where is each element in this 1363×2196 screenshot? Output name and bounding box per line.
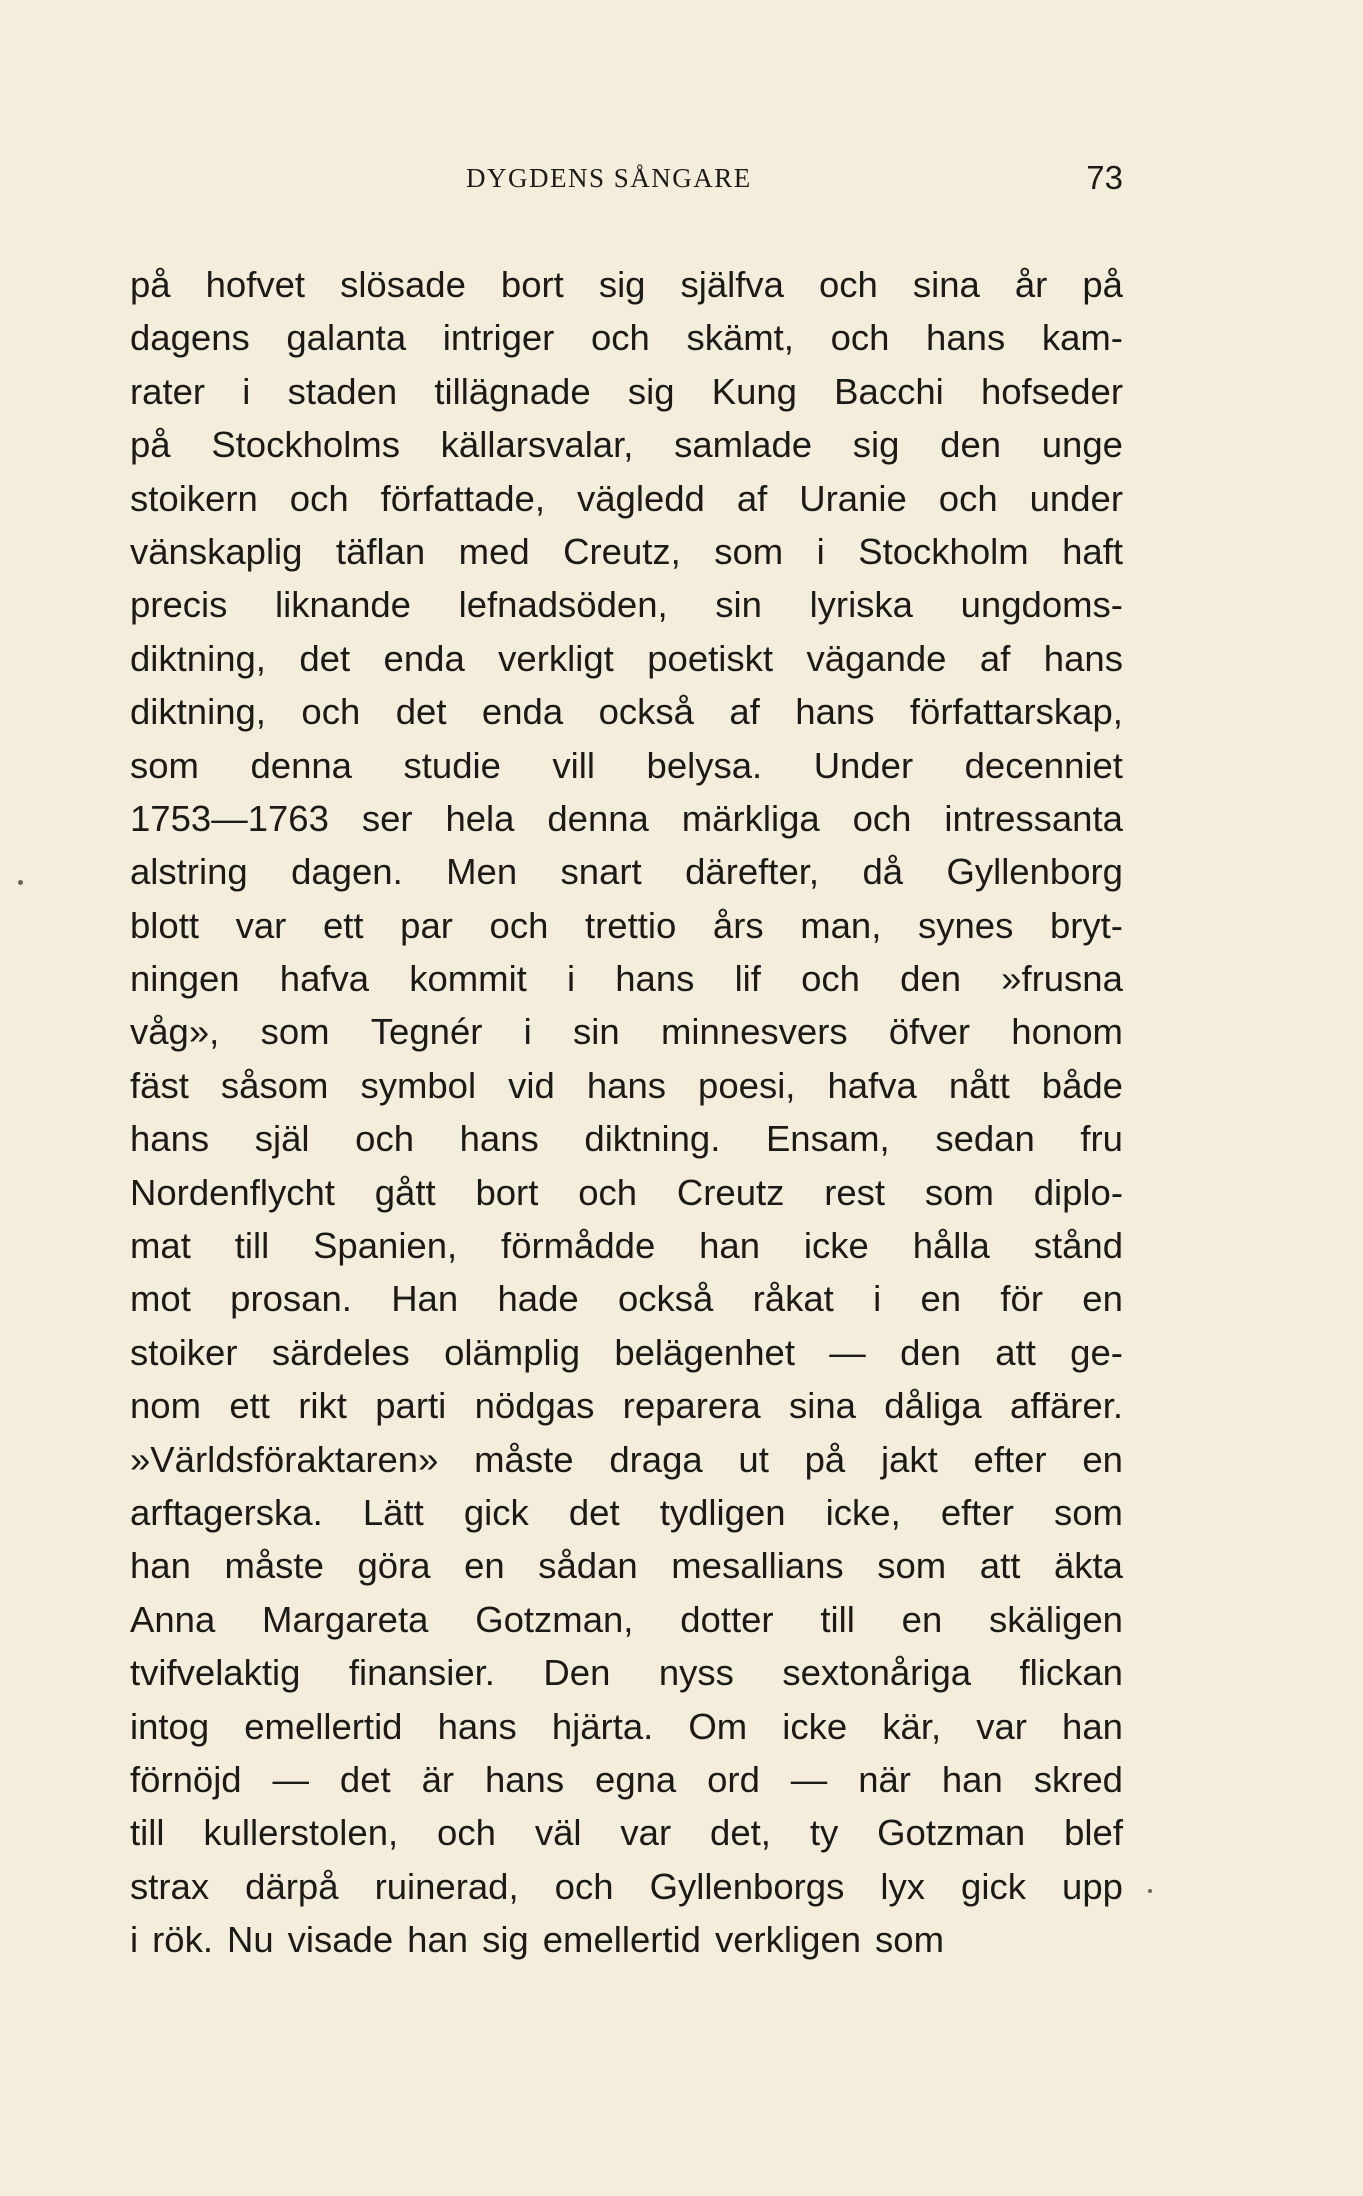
text-line: blott var ett par och trettio års man, synes bryt-: [130, 904, 1123, 946]
text-line: Anna Margareta Gotzman, dotter till en skäligen: [130, 1598, 1123, 1640]
paper-speck: [18, 880, 23, 885]
text-line: »Världsföraktaren» måste draga ut på jakt efter en: [130, 1438, 1123, 1480]
text-line: arftagerska. Lätt gick det tydligen icke, efter som: [130, 1491, 1123, 1533]
text-line: han måste göra en sådan mesallians som att äkta: [130, 1545, 1123, 1587]
running-head: DYGDENS SÅNGARE: [466, 163, 752, 193]
text-line: våg», som Tegnér i sin minnesvers öfver honom: [130, 1011, 1123, 1053]
text-line: på hofvet slösade bort sig själfva och sina år på: [130, 264, 1123, 305]
text-line: stoiker särdeles olämplig belägenhet — den att ge-: [130, 1331, 1123, 1373]
page-header: [130, 159, 1123, 207]
text-line: stoikern och författade, vägledd af Uranie och under: [130, 477, 1123, 519]
text-line: diktning, och det enda också af hans författarskap,: [130, 691, 1123, 733]
text-line: som denna studie vill belysa. Under decenniet: [130, 744, 1123, 786]
text-line: förnöjd — det är hans egna ord — när han skred: [130, 1758, 1123, 1800]
text-line: i rök. Nu visade han sig emellertid verkligen som: [130, 1919, 945, 1961]
text-line: hans själ och hans diktning. Ensam, sedan fru: [130, 1118, 1123, 1160]
text-line: på Stockholms källarsvalar, samlade sig den unge: [130, 424, 1123, 466]
body-text: [130, 258, 1123, 1967]
text-line: Nordenflycht gått bort och Creutz rest som diplo-: [130, 1171, 1123, 1213]
text-line: mot prosan. Han hade också råkat i en för en: [130, 1278, 1123, 1320]
text-line: fäst såsom symbol vid hans poesi, hafva nått både: [130, 1064, 1123, 1106]
paper-speck: [1148, 1889, 1152, 1893]
text-line: nom ett rikt parti nödgas reparera sina dåliga affärer.: [130, 1385, 1123, 1427]
text-line: vänskaplig täflan med Creutz, som i Stockholm haft: [130, 530, 1123, 572]
text-line: diktning, det enda verkligt poetiskt vägande af hans: [130, 637, 1123, 679]
text-line: rater i staden tillägnade sig Kung Bacchi hofseder: [130, 370, 1123, 412]
text-line: alstring dagen. Men snart därefter, då Gyllenborg: [130, 851, 1123, 893]
text-line: intog emellertid hans hjärta. Om icke kär, var han: [130, 1705, 1123, 1747]
text-line: 1753—1763 ser hela denna märkliga och intressanta: [130, 797, 1123, 839]
text-line: precis liknande lefnadsöden, sin lyriska ungdoms-: [130, 584, 1123, 626]
text-line: till kullerstolen, och väl var det, ty Gotzman blef: [130, 1812, 1123, 1854]
text-line: dagens galanta intriger och skämt, och hans kam-: [130, 317, 1123, 359]
text-line: tvifvelaktig finansier. Den nyss sextonåriga flickan: [130, 1652, 1123, 1694]
text-line: mat till Spanien, förmådde han icke hålla stånd: [130, 1225, 1123, 1267]
text-line: strax därpå ruinerad, och Gyllenborgs lyx gick upp: [130, 1865, 1123, 1907]
page-number: 73: [1086, 159, 1123, 196]
text-line: ningen hafva kommit i hans lif och den »frusna: [130, 958, 1123, 1000]
